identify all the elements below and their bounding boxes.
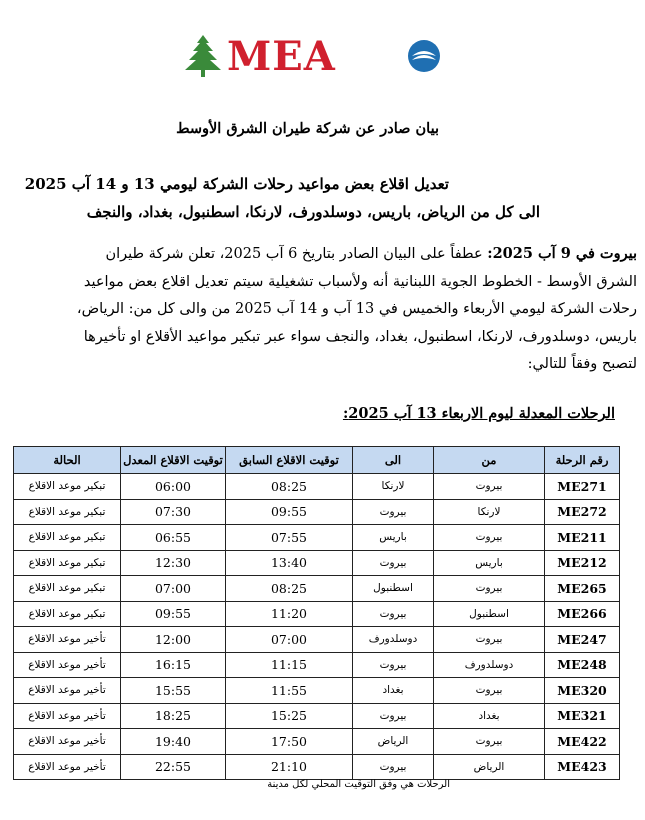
origin-cell: اسطنبول [434, 601, 545, 627]
table-row [14, 525, 620, 551]
previous-time-cell: 11:20 [226, 601, 353, 627]
status-cell: تبكير موعد الاقلاع [14, 525, 121, 551]
flight-number-cell: ME212 [545, 550, 620, 576]
previous-time-cell: 21:10 [226, 754, 353, 780]
table-row [14, 550, 620, 576]
table-row [14, 474, 620, 500]
previous-time-cell: 17:50 [226, 729, 353, 755]
previous-time-cell: 08:25 [226, 576, 353, 602]
cedar-icon [183, 34, 223, 78]
new-time-cell: 15:55 [121, 678, 226, 704]
header-to: الى [353, 447, 434, 474]
status-cell: تبكير موعد الاقلاع [14, 576, 121, 602]
table-row [14, 729, 620, 755]
new-time-cell: 09:55 [121, 601, 226, 627]
table-row [14, 627, 620, 653]
destination-cell: الرياض [353, 729, 434, 755]
table-row [14, 652, 620, 678]
destination-cell: بغداد [353, 678, 434, 704]
table-row [14, 601, 620, 627]
previous-time-cell: 09:55 [226, 499, 353, 525]
origin-cell: بيروت [434, 678, 545, 704]
mea-logo [183, 34, 443, 82]
status-cell: تأخير موعد الاقلاع [14, 652, 121, 678]
new-time-cell: 07:00 [121, 576, 226, 602]
flights-table [13, 446, 620, 780]
flight-number-cell: ME320 [545, 678, 620, 704]
header-from: من [434, 447, 545, 474]
flight-number-cell: ME247 [545, 627, 620, 653]
previous-time-cell: 13:40 [226, 550, 353, 576]
origin-cell: بيروت [434, 729, 545, 755]
table-row [14, 576, 620, 602]
flight-number-cell: ME248 [545, 652, 620, 678]
destination-cell: بيروت [353, 754, 434, 780]
destination-cell: لارنكا [353, 474, 434, 500]
table-row [14, 703, 620, 729]
origin-cell: بغداد [434, 703, 545, 729]
origin-cell: دوسلدورف [434, 652, 545, 678]
statement-title: بيان صادر عن شركة طيران الشرق الأوسط [176, 120, 439, 137]
flight-number-cell: ME423 [545, 754, 620, 780]
header-previous-time: توقيت الاقلاع السابق [226, 447, 353, 474]
table-row [14, 678, 620, 704]
previous-time-cell: 11:15 [226, 652, 353, 678]
new-time-cell: 06:55 [121, 525, 226, 551]
new-time-cell: 06:00 [121, 474, 226, 500]
section-title: الرحلات المعدلة ليوم الاربعاء 13 آب 2025: [342, 405, 615, 422]
previous-time-cell: 07:55 [226, 525, 353, 551]
status-cell: تبكير موعد الاقلاع [14, 550, 121, 576]
destination-cell: بيروت [353, 601, 434, 627]
flight-number-cell: ME272 [545, 499, 620, 525]
origin-cell: باريس [434, 550, 545, 576]
previous-time-cell: 11:55 [226, 678, 353, 704]
new-time-cell: 12:00 [121, 627, 226, 653]
status-cell: تبكير موعد الاقلاع [14, 499, 121, 525]
header-flight-number: رقم الرحلة [545, 447, 620, 474]
destination-cell: بيروت [353, 703, 434, 729]
new-time-cell: 16:15 [121, 652, 226, 678]
flight-number-cell: ME265 [545, 576, 620, 602]
flight-number-cell: ME422 [545, 729, 620, 755]
new-time-cell: 18:25 [121, 703, 226, 729]
previous-time-cell: 07:00 [226, 627, 353, 653]
destination-cell: بيروت [353, 499, 434, 525]
statement-subtitle-2: الى كل من الرياض، باريس، دوسلدورف، لارنكا، اسطنبول، بغداد، والنجف [86, 203, 540, 221]
statement-subtitle-1: تعديل اقلاع بعض مواعيد رحلات الشركة ليومي 13 و 14 آب 2025 [24, 175, 449, 193]
destination-cell: باريس [353, 525, 434, 551]
new-time-cell: 22:55 [121, 754, 226, 780]
paragraph-lead: بيروت في 9 آب 2025: [487, 245, 637, 262]
origin-cell: بيروت [434, 627, 545, 653]
table-row [14, 754, 620, 780]
paragraph-body: عطفاً على البيان الصادر بتاريخ 6 آب 2025، تعلن شركة طيران الشرق الأوسط - الخطوط الجوية اللبنانية أنه ولأسباب تشغيلية سيتم تعديل اقلاع بعض مواعيد رحلات الشركة ليومي الأربعاء والخميس في 13 آب و 14 آب 2025 من والى كل من: الرياض، باريس، دوسلدورف، لارنكا، اسطنبول، بغداد، والنجف سواء عبر تبكير مواعيد الأقلاع او تأخيرها لتصبح وفقاً للتالي: [76, 246, 637, 372]
origin-cell: بيروت [434, 525, 545, 551]
footnote: الرحلات هي وفق التوقيت المحلي لكل مدينة [267, 779, 450, 790]
status-cell: تأخير موعد الاقلاع [14, 627, 121, 653]
origin-cell: الرياض [434, 754, 545, 780]
origin-cell: بيروت [434, 576, 545, 602]
flight-number-cell: ME266 [545, 601, 620, 627]
new-time-cell: 12:30 [121, 550, 226, 576]
destination-cell: اسطنبول [353, 576, 434, 602]
flight-number-cell: ME211 [545, 525, 620, 551]
table-header-row [14, 447, 620, 474]
destination-cell: بيروت [353, 652, 434, 678]
status-cell: تبكير موعد الاقلاع [14, 601, 121, 627]
origin-cell: لارنكا [434, 499, 545, 525]
status-cell: تأخير موعد الاقلاع [14, 729, 121, 755]
header-new-time: توقيت الاقلاع المعدل [121, 447, 226, 474]
statement-paragraph [75, 240, 637, 379]
flight-number-cell: ME271 [545, 474, 620, 500]
status-cell: تأخير موعد الاقلاع [14, 703, 121, 729]
status-cell: تبكير موعد الاقلاع [14, 474, 121, 500]
status-cell: تأخير موعد الاقلاع [14, 678, 121, 704]
destination-cell: بيروت [353, 550, 434, 576]
header-status: الحالة [14, 447, 121, 474]
destination-cell: دوسلدورف [353, 627, 434, 653]
skyteam-logo-icon [402, 34, 444, 76]
brand-wordmark: MEA [227, 33, 336, 80]
new-time-cell: 07:30 [121, 499, 226, 525]
new-time-cell: 19:40 [121, 729, 226, 755]
origin-cell: بيروت [434, 474, 545, 500]
status-cell: تأخير موعد الاقلاع [14, 754, 121, 780]
flight-number-cell: ME321 [545, 703, 620, 729]
previous-time-cell: 15:25 [226, 703, 353, 729]
previous-time-cell: 08:25 [226, 474, 353, 500]
table-row [14, 499, 620, 525]
